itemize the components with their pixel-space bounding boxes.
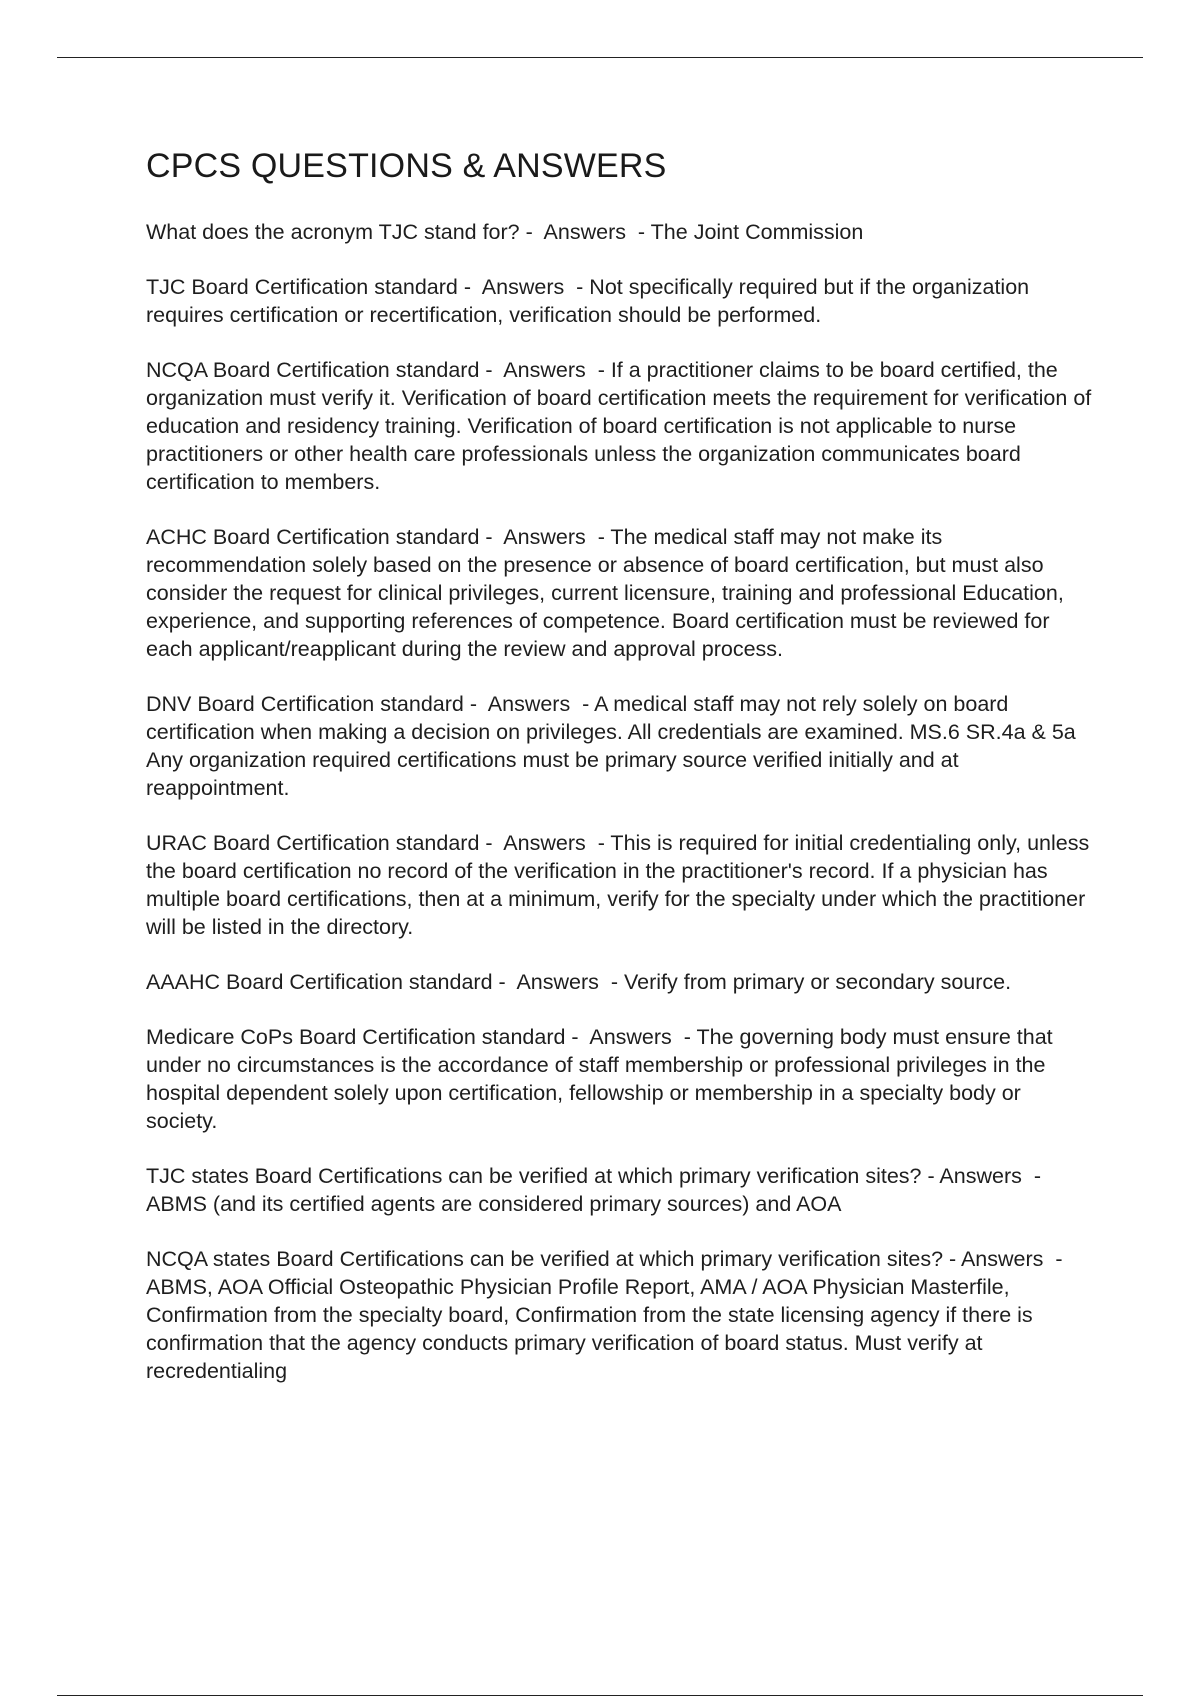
answer-text: - The Joint Commission — [631, 220, 864, 244]
answer-text: - The medical staff may not make its recommendation solely based on the presence or absence of board certification, but must also consider the request for clinical privileges, current licensure, training and professional Education, experience, and supporting references of competence. Board certification must be reviewed for each applicant/reapplicant during the review and approval process. — [146, 525, 1070, 661]
qa-item-2 — [146, 273, 1096, 329]
answer-label: Answers — [498, 358, 592, 382]
answer-label: Answers — [498, 525, 592, 549]
question-text: Medicare CoPs Board Certification standard - — [146, 1025, 585, 1049]
answer-text: - If a practitioner claims to be board certified, the organization must verify it. Verification of board certification meets the requirement for verification of education and residency training. Verification of board certification is not applicable to nurse practitioners or other health care professionals unless the organization communicates board certification to members. — [146, 358, 1098, 494]
qa-item-7 — [146, 968, 1096, 996]
answer-label: Answers — [939, 1164, 1028, 1188]
answer-label: Answers — [482, 692, 577, 716]
answer-label: Answers — [584, 1025, 678, 1049]
question-text: TJC Board Certification standard - — [146, 275, 477, 299]
answer-text: - ABMS, AOA Official Osteopathic Physician Profile Report, AMA / AOA Physician Masterfile, Confirmation from the specialty board, Confirmation from the state licensing agency if there is confirmation that the agency conducts primary verification of board status. Must verify at recredentialing — [146, 1247, 1068, 1383]
qa-item-6 — [146, 829, 1096, 941]
answer-text: - Not specifically required but if the organization requires certification or recertification, verification should be performed. — [146, 275, 1036, 327]
question-text: NCQA Board Certification standard - — [146, 358, 499, 382]
question-text: TJC states Board Certifications can be verified at which primary verification sites? - — [146, 1164, 940, 1188]
qa-item-8 — [146, 1023, 1096, 1135]
question-text: ACHC Board Certification standard - — [146, 525, 499, 549]
answer-label: Answers — [538, 220, 632, 244]
answer-text: - This is required for initial credentialing only, unless the board certification no record of the verification in the practitioner's record. If a physician has multiple board certifications, then at a minimum, verify for the specialty under which the practitioner will be listed in the directory. — [146, 831, 1096, 939]
answer-text: - A medical staff may not rely solely on board certification when making a decision on privileges. All credentials are examined. MS.6 SR.4a & 5a Any organization required certifications must be primary source verified initially and at reappointment. — [146, 692, 1081, 800]
question-text: DNV Board Certification standard - — [146, 692, 483, 716]
qa-item-10 — [146, 1245, 1096, 1385]
qa-list — [146, 218, 1096, 1385]
qa-item-3 — [146, 356, 1096, 496]
top-divider — [57, 57, 1143, 58]
answer-text: - ABMS (and its certified agents are considered primary sources) and AOA — [146, 1164, 1046, 1216]
qa-item-9 — [146, 1162, 1096, 1218]
qa-item-4 — [146, 523, 1096, 663]
answer-label: Answers — [477, 275, 571, 299]
answer-label: Answers — [498, 831, 592, 855]
answer-text: - Verify from primary or secondary source. — [604, 970, 1012, 994]
question-text: URAC Board Certification standard - — [146, 831, 499, 855]
question-text: NCQA states Board Certifications can be verified at which primary verification sites? - — [146, 1247, 961, 1271]
question-text: What does the acronym TJC stand for? - — [146, 220, 539, 244]
question-text: AAAHC Board Certification standard - — [146, 970, 512, 994]
bottom-divider — [57, 1695, 1143, 1696]
answer-label: Answers — [960, 1247, 1050, 1271]
qa-item-1 — [146, 218, 1096, 246]
qa-item-5 — [146, 690, 1096, 802]
answer-label: Answers — [511, 970, 605, 994]
document-body — [146, 140, 1096, 1412]
page-title: CPCS QUESTIONS & ANSWERS — [146, 147, 667, 185]
answer-text: - The governing body must ensure that under no circumstances is the accordance of staff membership or professional privileges in the hospital dependent solely upon certification, fellowship or membership in a specialty body or society. — [146, 1025, 1059, 1133]
